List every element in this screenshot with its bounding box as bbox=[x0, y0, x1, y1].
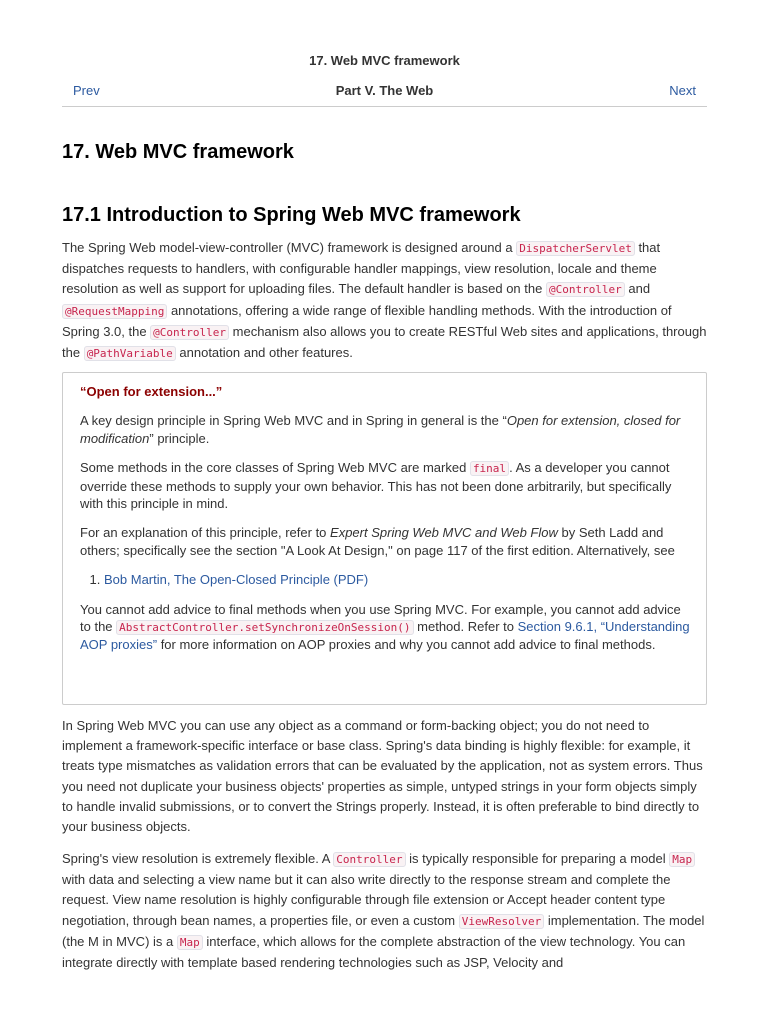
text: For an explanation of this principle, refer to bbox=[80, 525, 331, 541]
text: mechanism also allows you to create RESTful Web sites and applications, through the bbox=[62, 323, 707, 361]
text: is typically responsible for preparing a model bbox=[405, 851, 670, 866]
sidebar-paragraph bbox=[80, 524, 690, 559]
code-controller: Controller bbox=[333, 852, 405, 867]
emphasis: Expert Spring Web MVC and Web Flow bbox=[330, 525, 558, 541]
text: method. Refer to bbox=[413, 619, 518, 635]
chapter-title: 17. Web MVC framework bbox=[62, 141, 294, 163]
reference-list bbox=[80, 571, 690, 588]
text: with data and selecting a view name but it can also write directly to the response stream and complete the request. View name resolution is highly configurable through file extension or Accept header content type negotiation, through bean names, a properties file, or even a custom bbox=[62, 872, 671, 928]
sidebar-paragraph bbox=[80, 601, 690, 654]
list-item bbox=[104, 571, 690, 588]
text: A key design principle in Spring Web MVC and in Spring in general is the “ bbox=[80, 413, 507, 429]
code-dispatcherservlet: DispatcherServlet bbox=[516, 241, 635, 256]
next-link[interactable]: Next bbox=[669, 83, 696, 98]
text: ” principle. bbox=[149, 430, 210, 446]
code-map: Map bbox=[177, 935, 203, 950]
sidebar-paragraph bbox=[80, 412, 690, 447]
code-setsynchronizeonsession: AbstractController.setSynchronizeOnSession() bbox=[116, 620, 413, 635]
sidebar-content bbox=[80, 383, 690, 666]
aop-proxies-link[interactable]: Section 9.6.1, “Understanding AOP proxies” bbox=[80, 619, 690, 653]
code-controller: @Controller bbox=[546, 282, 625, 297]
text: for more information on AOP proxies and why you cannot add advice to final methods. bbox=[157, 637, 656, 653]
text: . As a developer you cannot override these methods to supply your own behavior. This has not been done arbitrarily, but specifically with this principle in mind. bbox=[80, 460, 672, 512]
code-viewresolver: ViewResolver bbox=[459, 914, 544, 929]
text: that dispatches requests to handlers, with configurable handler mappings, view resolution, locale and theme resolution as well as support for uploading files. The default handler is based on the bbox=[62, 240, 661, 297]
text: You cannot add advice to final methods when you use Spring MVC. For example, you cannot add advice to the bbox=[80, 601, 681, 635]
emphasis: Open for extension, closed for modification bbox=[80, 413, 681, 446]
text: implementation. The model (the M in MVC) is a bbox=[62, 912, 705, 949]
sidebar-paragraph bbox=[80, 459, 690, 512]
nav-bar bbox=[62, 82, 707, 107]
intro-paragraph bbox=[62, 238, 707, 364]
code-map: Map bbox=[669, 852, 695, 867]
command-object-paragraph: In Spring Web MVC you can use any object as a command or form-backing object; you do not need to implement a framework-specific interface or base class. Spring's data binding is highly flexible: for example, it treats type mismatches as validation errors that can be evaluated by the application, not as system errors. Thus you need not duplicate your business objects' properties as simple, untyped strings in your form objects simply to handle invalid submissions, or to convert the Strings properly. Instead, it is often preferable to bind directly to your business objects. bbox=[62, 718, 703, 835]
sidebar-title: “Open for extension...” bbox=[80, 384, 223, 399]
text: interface, which allows for the complete abstraction of the view technology. You can integrate directly with template based rendering technologies such as JSP, Velocity and bbox=[62, 933, 686, 971]
sidebar-box bbox=[62, 372, 707, 705]
text: annotation and other features. bbox=[175, 345, 353, 361]
text: The Spring Web model-view-controller (MVC) framework is designed around a bbox=[62, 240, 517, 255]
code-requestmapping: @RequestMapping bbox=[62, 304, 167, 319]
text: annotations, offering a wide range of flexible handling methods. With the introduction of Spring 3.0, the bbox=[62, 302, 672, 339]
text: Some methods in the core classes of Spring Web MVC are marked bbox=[80, 460, 470, 476]
text: and bbox=[624, 281, 651, 297]
text: Spring's view resolution is extremely flexible. A bbox=[62, 851, 334, 866]
view-resolution-paragraph bbox=[62, 849, 707, 973]
bob-martin-link[interactable]: Bob Martin, The Open-Closed Principle (PDF) bbox=[104, 572, 369, 588]
nav-header-title: 17. Web MVC framework bbox=[309, 53, 460, 68]
code-controller: @Controller bbox=[150, 325, 229, 340]
section-title: 17.1 Introduction to Spring Web MVC framework bbox=[62, 204, 521, 226]
code-pathvariable: @PathVariable bbox=[84, 346, 176, 361]
code-final: final bbox=[470, 461, 509, 476]
nav-part-title: Part V. The Web bbox=[335, 83, 434, 98]
text: by Seth Ladd and others; specifically see the section "A Look At Design," on page 117 of the first edition. Alternatively, see bbox=[80, 525, 675, 558]
prev-link[interactable]: Prev bbox=[73, 83, 100, 98]
